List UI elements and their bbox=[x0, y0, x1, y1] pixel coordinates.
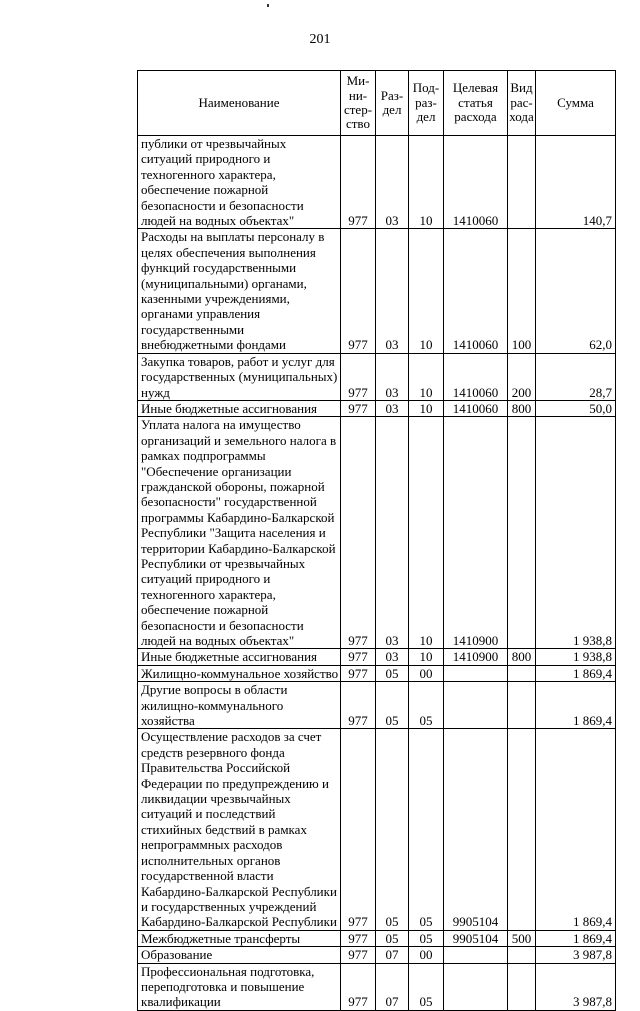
cell-section: 03 bbox=[376, 229, 409, 353]
cell-amount: 1 938,8 bbox=[536, 649, 616, 665]
cell-subsection: 05 bbox=[409, 729, 444, 930]
cell-name: Иные бюджетные ассигнования bbox=[138, 649, 341, 665]
cell-name: Профессиональная подготовка, переподготовка и повышение квалификации bbox=[138, 963, 341, 1010]
cell-amount: 1 869,4 bbox=[536, 682, 616, 729]
cell-subsection: 05 bbox=[409, 682, 444, 729]
cell-name: Межбюджетные трансферты bbox=[138, 930, 341, 946]
table-row bbox=[138, 729, 616, 930]
cell-subsection: 10 bbox=[409, 229, 444, 353]
cell-section: 03 bbox=[376, 136, 409, 229]
cell-amount: 1 869,4 bbox=[536, 729, 616, 930]
table-row bbox=[138, 136, 616, 229]
header-subsection: Под- раз- дел bbox=[409, 71, 444, 136]
cell-ministry: 977 bbox=[341, 963, 376, 1010]
cell-ministry: 977 bbox=[341, 229, 376, 353]
cell-amount: 50,0 bbox=[536, 400, 616, 416]
cell-target: 1410060 bbox=[444, 353, 508, 400]
cell-target bbox=[444, 682, 508, 729]
table-row bbox=[138, 649, 616, 665]
cell-name: Осуществление расходов за счет средств резервного фонда Правительства Российской Федерации по предупреждению и ликвидации чрезвычайных ситуаций и последствий стихийных бедствий в рамках непрограммных расходов исполнительных органов государственной власти Кабардино-Балкарской Республики и государственных учреждений Кабардино-Балкарской Республики bbox=[138, 729, 341, 930]
cell-subsection: 10 bbox=[409, 353, 444, 400]
cell-type: 800 bbox=[508, 649, 536, 665]
cell-amount: 3 987,8 bbox=[536, 947, 616, 963]
cell-ministry: 977 bbox=[341, 930, 376, 946]
cell-amount: 140,7 bbox=[536, 136, 616, 229]
cell-ministry: 977 bbox=[341, 400, 376, 416]
cell-amount: 3 987,8 bbox=[536, 963, 616, 1010]
budget-table bbox=[137, 70, 616, 1011]
cell-section: 07 bbox=[376, 963, 409, 1010]
cell-subsection: 00 bbox=[409, 947, 444, 963]
cell-subsection: 00 bbox=[409, 665, 444, 681]
cell-section: 07 bbox=[376, 947, 409, 963]
cell-subsection: 05 bbox=[409, 963, 444, 1010]
cell-target bbox=[444, 947, 508, 963]
table-row bbox=[138, 682, 616, 729]
cell-target: 1410060 bbox=[444, 136, 508, 229]
cell-type bbox=[508, 682, 536, 729]
header-name: Наименование bbox=[138, 71, 341, 136]
cell-section: 05 bbox=[376, 729, 409, 930]
cell-name: публики от чрезвычайных ситуаций природного и техногенного характера, обеспечение пожарной безопасности и безопасности людей на водных объектах" bbox=[138, 136, 341, 229]
cell-amount: 62,0 bbox=[536, 229, 616, 353]
cell-name: Жилищно-коммунальное хозяйство bbox=[138, 665, 341, 681]
cell-section: 05 bbox=[376, 930, 409, 946]
cell-name: Образование bbox=[138, 947, 341, 963]
cell-ministry: 977 bbox=[341, 682, 376, 729]
cell-amount: 1 869,4 bbox=[536, 930, 616, 946]
page-number: 201 bbox=[309, 32, 331, 47]
cell-type bbox=[508, 947, 536, 963]
cell-target bbox=[444, 963, 508, 1010]
cell-name: Иные бюджетные ассигнования bbox=[138, 400, 341, 416]
header-type: Вид рас- хода bbox=[508, 71, 536, 136]
cell-ministry: 977 bbox=[341, 136, 376, 229]
cell-target: 1410900 bbox=[444, 417, 508, 649]
cell-target bbox=[444, 665, 508, 681]
cell-subsection: 10 bbox=[409, 136, 444, 229]
cell-target: 1410900 bbox=[444, 649, 508, 665]
cell-ministry: 977 bbox=[341, 417, 376, 649]
cell-subsection: 10 bbox=[409, 649, 444, 665]
header-amount: Сумма bbox=[536, 71, 616, 136]
table-row bbox=[138, 353, 616, 400]
scan-mark bbox=[267, 4, 269, 7]
cell-type bbox=[508, 136, 536, 229]
cell-type: 100 bbox=[508, 229, 536, 353]
cell-type: 800 bbox=[508, 400, 536, 416]
table-row bbox=[138, 417, 616, 649]
table-row bbox=[138, 947, 616, 963]
cell-subsection: 05 bbox=[409, 930, 444, 946]
cell-section: 05 bbox=[376, 682, 409, 729]
cell-type bbox=[508, 665, 536, 681]
cell-amount: 1 869,4 bbox=[536, 665, 616, 681]
cell-type bbox=[508, 417, 536, 649]
cell-ministry: 977 bbox=[341, 665, 376, 681]
header-section: Раз- дел bbox=[376, 71, 409, 136]
cell-ministry: 977 bbox=[341, 353, 376, 400]
cell-section: 03 bbox=[376, 400, 409, 416]
cell-type: 200 bbox=[508, 353, 536, 400]
header-ministry: Ми- ни- стер- ство bbox=[341, 71, 376, 136]
header-target: Целевая статья расхода bbox=[444, 71, 508, 136]
cell-ministry: 977 bbox=[341, 649, 376, 665]
cell-amount: 1 938,8 bbox=[536, 417, 616, 649]
cell-section: 03 bbox=[376, 649, 409, 665]
table-row bbox=[138, 229, 616, 353]
cell-subsection: 10 bbox=[409, 400, 444, 416]
cell-name: Уплата налога на имущество организаций и земельного налога в рамках подпрограммы "Обеспечение организации гражданской обороны, пожарной безопасности" государственной программы Кабардино-Балкарской Республики "Защита населения и территории Кабардино-Балкарской Республики от чрезвычайных ситуаций природного и техногенного характера, обеспечение пожарной безопасности и безопасности людей на водных объектах" bbox=[138, 417, 341, 649]
cell-subsection: 10 bbox=[409, 417, 444, 649]
cell-name: Расходы на выплаты персоналу в целях обеспечения выполнения функций государственными (муниципальными) органами, казенными учреждениями, органами управления государственными внебюджетными фондами bbox=[138, 229, 341, 353]
cell-section: 03 bbox=[376, 417, 409, 649]
cell-target: 9905104 bbox=[444, 930, 508, 946]
table-row bbox=[138, 930, 616, 946]
cell-target: 1410060 bbox=[444, 229, 508, 353]
cell-type bbox=[508, 963, 536, 1010]
cell-section: 05 bbox=[376, 665, 409, 681]
cell-ministry: 977 bbox=[341, 947, 376, 963]
cell-amount: 28,7 bbox=[536, 353, 616, 400]
cell-type bbox=[508, 729, 536, 930]
header-row bbox=[138, 71, 616, 136]
table-row bbox=[138, 400, 616, 416]
table-row bbox=[138, 665, 616, 681]
cell-target: 9905104 bbox=[444, 729, 508, 930]
table-row bbox=[138, 963, 616, 1010]
cell-name: Другие вопросы в области жилищно-коммунального хозяйства bbox=[138, 682, 341, 729]
cell-section: 03 bbox=[376, 353, 409, 400]
cell-type: 500 bbox=[508, 930, 536, 946]
cell-name: Закупка товаров, работ и услуг для государственных (муниципальных) нужд bbox=[138, 353, 341, 400]
cell-ministry: 977 bbox=[341, 729, 376, 930]
cell-target: 1410060 bbox=[444, 400, 508, 416]
